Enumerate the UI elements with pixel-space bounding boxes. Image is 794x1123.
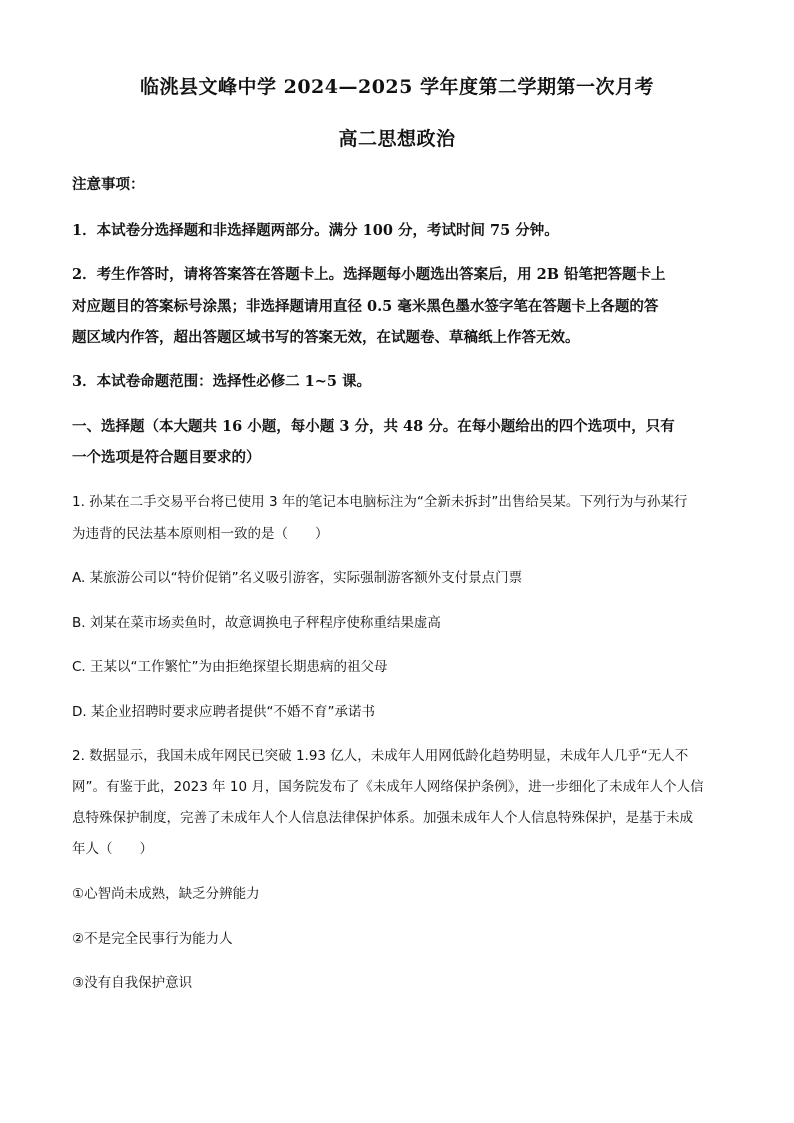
note-item-2-line: 对应题目的答案标号涂黑；非选择题请用直径 0.5 毫米黑色墨水签字笔在答题卡上各题的答: [72, 298, 659, 315]
question-1-stem-line: 为违背的民法基本原则相一致的是（ ）: [72, 526, 329, 542]
question-2-stem-line: 2. 数据显示，我国未成年网民已突破 1.93 亿人，未成年人用网低龄化趋势明显，未成年人几乎“无人不: [72, 748, 689, 764]
exam-title: 临洮县文峰中学 2024—2025 学年度第二学期第一次月考: [140, 76, 654, 98]
question-1-option-a: A. 某旅游公司以“特价促销”名义吸引游客，实际强制游客额外支付景点门票: [72, 570, 523, 586]
note-item-3: 3．本试卷命题范围：选择性必修二 1~5 课。: [72, 373, 372, 390]
question-1-option-c: C. 王某以“工作繁忙”为由拒绝探望长期患病的祖父母: [72, 659, 388, 675]
section-heading-line: 一个选项是符合题目要求的）: [72, 449, 261, 466]
notes-heading: 注意事项：: [72, 176, 145, 193]
question-1-option-b: B. 刘某在菜市场卖鱼时，故意调换电子秤程序使称重结果虚高: [72, 615, 441, 631]
question-2-item-1: ①心智尚未成熟，缺乏分辨能力: [72, 886, 260, 902]
question-2-item-3: ③没有自我保护意识: [72, 975, 193, 991]
question-2-item-2: ②不是完全民事行为能力人: [72, 931, 233, 947]
question-1-stem-line: 1. 孙某在二手交易平台将已使用 3 年的笔记本电脑标注为“全新未拆封”出售给吴某。下列行为与孙某行: [72, 494, 688, 510]
note-item-1: 1．本试卷分选择题和非选择题两部分。满分 100 分，考试时间 75 分钟。: [72, 222, 559, 239]
question-1-option-d: D. 某企业招聘时要求应聘者提供“不婚不育”承诺书: [72, 704, 375, 720]
note-item-2-line: 题区域内作答，超出答题区域书写的答案无效，在试题卷、草稿纸上作答无效。: [72, 329, 580, 346]
question-2-stem-line: 年人（ ）: [72, 841, 153, 857]
question-2-stem-line: 网”。有鉴于此，2023 年 10 月，国务院发布了《未成年人网络保护条例》，进一步细化了未成年人个人信: [72, 779, 704, 795]
section-heading-line: 一、选择题（本大题共 16 小题，每小题 3 分，共 48 分。在每小题给出的四个选项中，只有: [72, 418, 675, 435]
exam-subject: 高二思想政治: [338, 128, 456, 150]
note-item-2-line: 2．考生作答时，请将答案答在答题卡上。选择题每小题选出答案后，用 2B 铅笔把答题卡上: [72, 266, 666, 283]
question-2-stem-line: 息特殊保护制度，完善了未成年人个人信息法律保护体系。加强未成年人个人信息特殊保护，是基于未成: [72, 810, 693, 826]
